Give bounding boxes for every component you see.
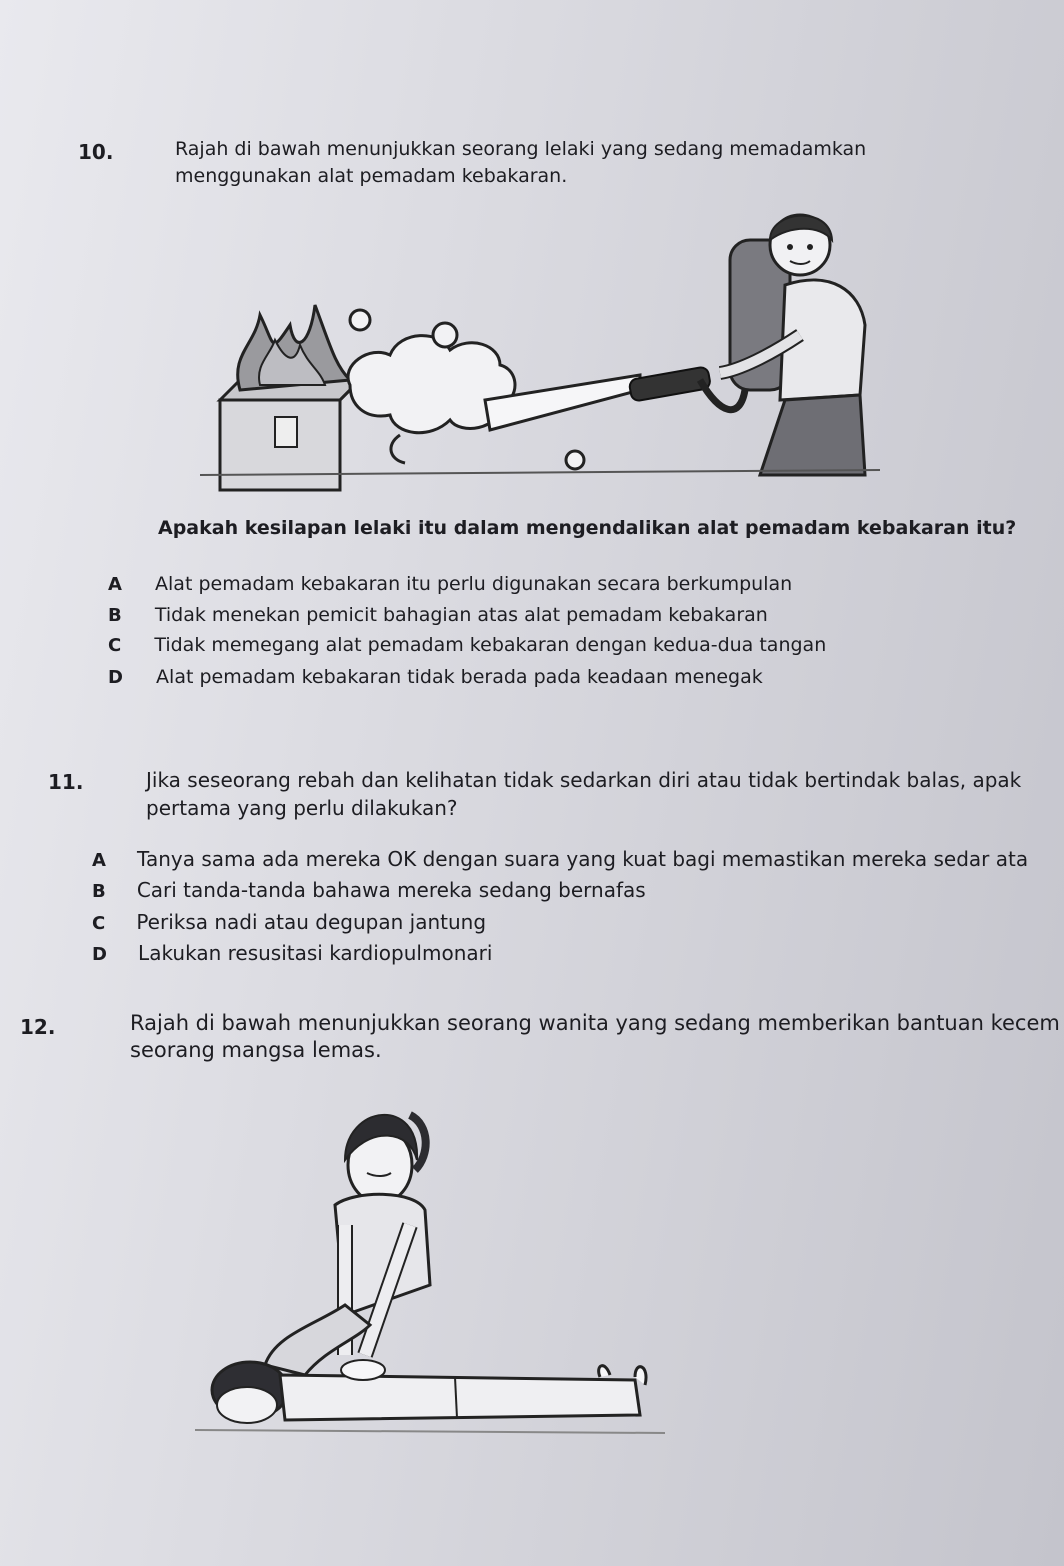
question-12-stem-line2: seorang mangsa lemas. [130,1038,382,1062]
option-letter: C [92,913,106,934]
option-letter: A [92,850,106,871]
question-12-stem-line1: Rajah di bawah menunjukkan seorang wanita yang sedang memberikan bantuan kecem [130,1011,1060,1035]
option-letter: D [108,667,123,688]
option-text: Lakukan resusitasi kardiopulmonari [138,941,493,965]
option-letter: D [92,944,107,965]
option-text: Tidak menekan pemicit bahagian atas alat pemadam kebakaran [154,604,768,626]
option-letter: C [108,635,122,656]
question-11-option-c[interactable] [92,910,486,934]
question-11-stem-line1: Jika seseorang rebah dan kelihatan tidak sedarkan diri atau tidak bertindak balas, apak [146,768,1022,792]
question-11-number: 11. [48,770,84,794]
option-letter: B [108,605,122,626]
question-11-option-d[interactable] [92,941,492,965]
question-10-stem-line1: Rajah di bawah menunjukkan seorang lelaki yang sedang memadamkan [175,138,867,160]
question-12-number: 12. [20,1015,56,1039]
question-11-stem-line2: pertama yang perlu dilakukan? [146,796,458,820]
fire-extinguisher-illustration [200,195,880,505]
question-10-number: 10. [78,140,114,164]
option-text: Alat pemadam kebakaran itu perlu digunakan secara berkumpulan [155,573,793,595]
question-10-option-b[interactable] [108,604,768,626]
question-10-prompt: Apakah kesilapan lelaki itu dalam mengendalikan alat pemadam kebakaran itu? [158,517,1017,539]
question-11-option-b[interactable] [92,878,646,902]
option-text: Tanya sama ada mereka OK dengan suara yang kuat bagi memastikan mereka sedar ata [137,847,1029,871]
cpr-illustration [195,1085,675,1465]
question-10-option-a[interactable] [108,573,792,595]
question-10-stem-line2: menggunakan alat pemadam kebakaran. [175,165,568,187]
question-11-option-a[interactable] [92,847,1028,871]
option-text: Tidak memegang alat pemadam kebakaran dengan kedua-dua tangan [154,634,827,656]
option-text: Cari tanda-tanda bahawa mereka sedang bernafas [136,878,646,902]
question-10-option-c[interactable] [108,634,826,656]
option-letter: A [108,574,122,595]
option-text: Alat pemadam kebakaran tidak berada pada keadaan menegak [156,666,763,688]
option-text: Periksa nadi atau degupan jantung [136,910,487,934]
option-letter: B [92,881,106,902]
question-10-option-d[interactable] [108,666,763,688]
